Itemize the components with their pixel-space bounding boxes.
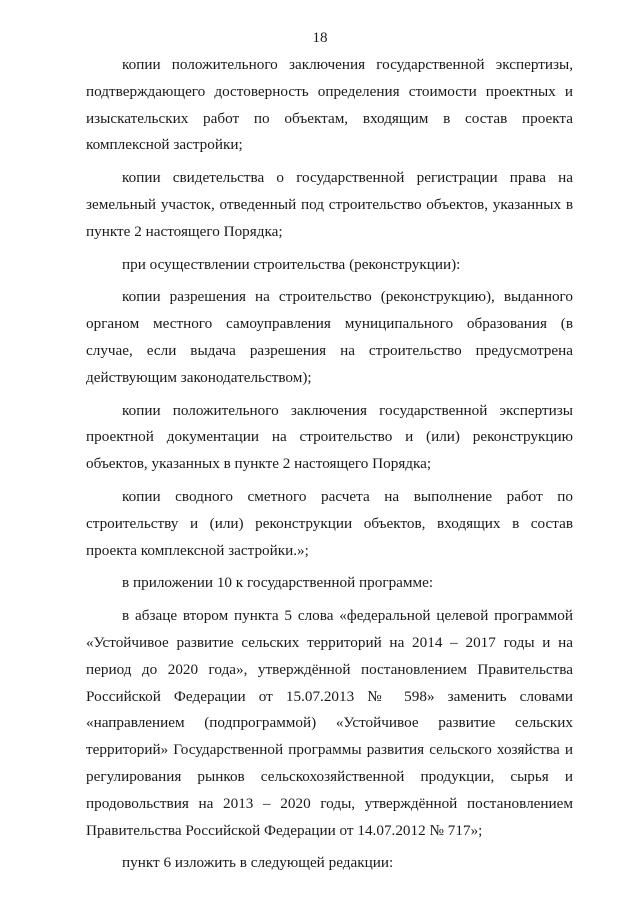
paragraph-point-5-amendment: в абзаце втором пункта 5 слова «федеральной целевой программой «Устойчивое развитие сельских территорий на 2014 – 2017 годы и на период до 2020 года», утверждённой постановлением Правительства Российской Федерации от 15.07.2013 № 598» заменить словами «направлением (подпрограммой) «Устойчивое развитие сельских территорий» Государственной программы развития сельского хозяйства и регулирования рынков сельскохозяйственной продукции, сырья и продовольствия на 2013 – 2020 годы, утверждённой постановлением Правительства Российской Федерации от 14.07.2012 № 717»; xyxy=(86,607,573,839)
paragraph-land-registration: копии свидетельства о государственной регистрации права на земельный участок, отведенный под строительство объектов, указанных в пункте 2 настоящего Порядка; xyxy=(86,169,573,240)
paragraph-cost-estimate: копии сводного сметного расчета на выполнение работ по строительству и (или) реконструкции объектов, входящих в состав проекта комплексной застройки.»; xyxy=(86,487,573,559)
paragraph-appendix-10: в приложении 10 к государственной программе: xyxy=(122,574,434,592)
paragraph-expertise-cost: копии положительного заключения государственной экспертизы, подтверждающего достоверность определения стоимости проектных и изыскательских работ по объектам, входящим в состав проекта комплексной застройки; xyxy=(86,56,573,154)
page-number: 18 xyxy=(312,30,328,46)
document-body xyxy=(86,52,573,877)
paragraph-project-expertise: копии положительного заключения государственной экспертизы проектной документации на строительство и (или) реконструкцию объектов, указанных в пункте 2 настоящего Порядка; xyxy=(86,401,573,473)
paragraph-point-6: пункт 6 изложить в следующей редакции: xyxy=(122,854,394,872)
paragraph-construction-heading: при осуществлении строительства (реконструкции): xyxy=(122,255,461,273)
paragraph-building-permit: копии разрешения на строительство (реконструкцию), выданного органом местного самоуправления муниципального образования (в случае, если выдача разрешения на строительство предусмотрена действующим законодательством); xyxy=(86,288,573,386)
